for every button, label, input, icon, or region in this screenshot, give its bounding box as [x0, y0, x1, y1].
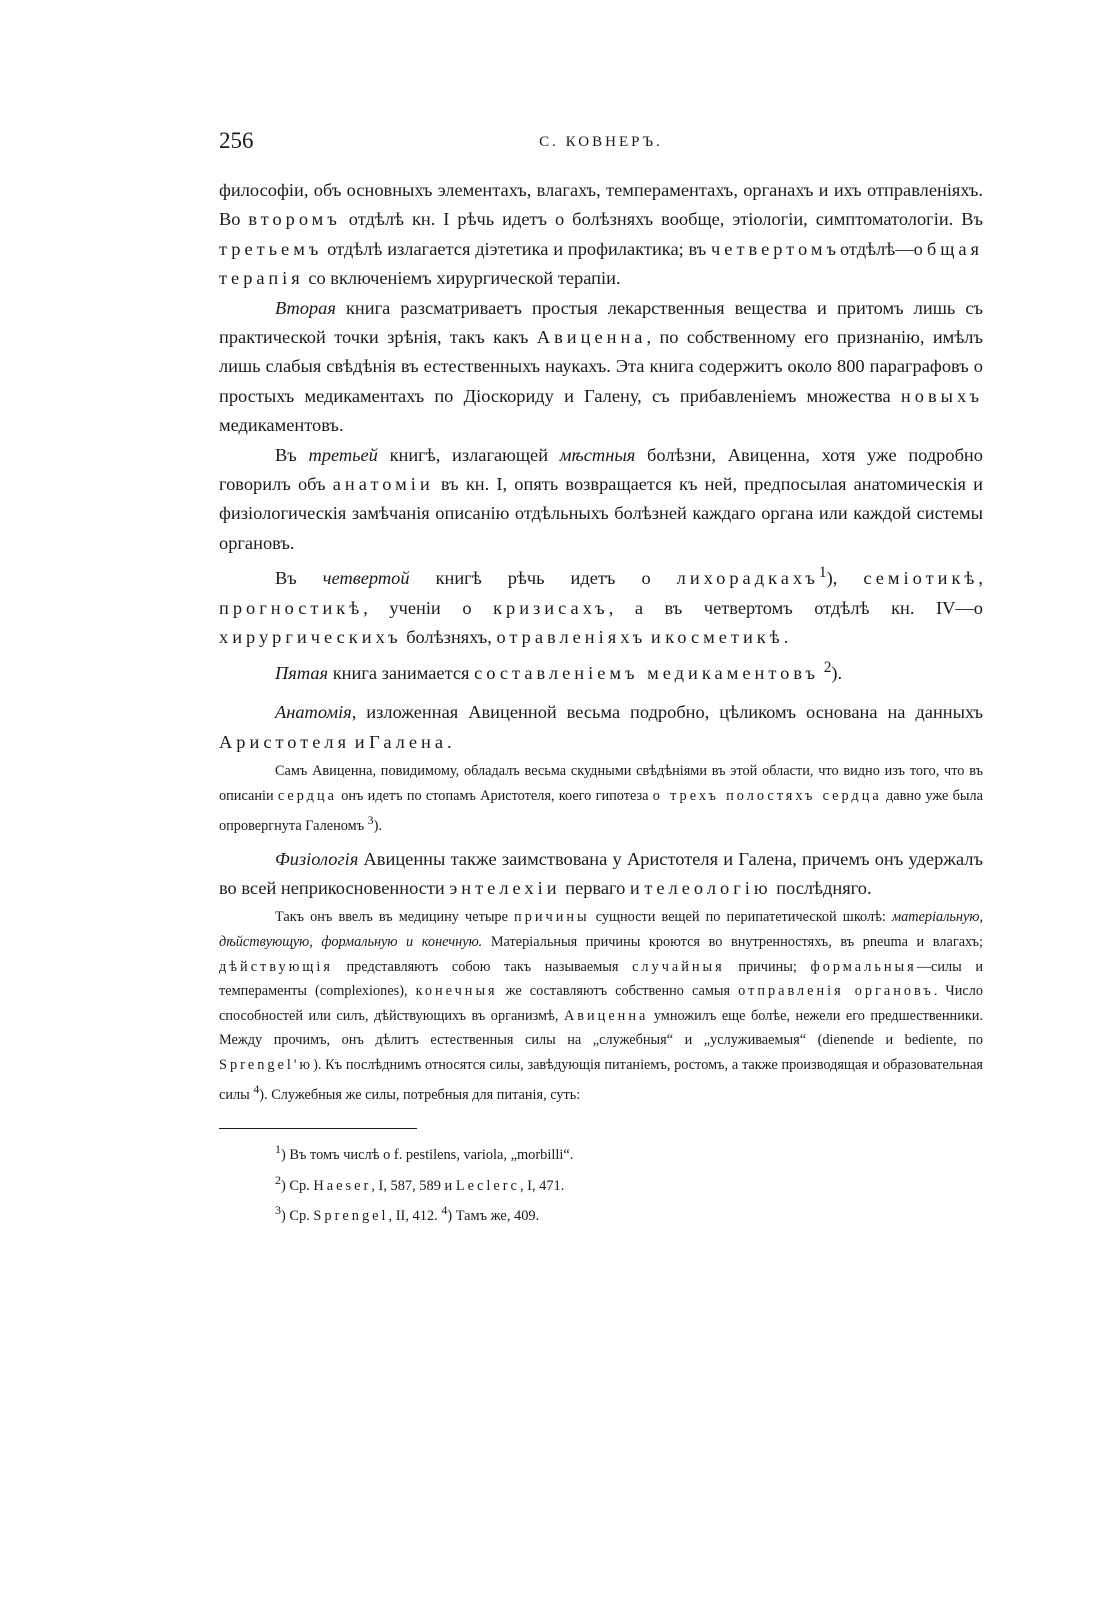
paragraph: Въ третьей книгѣ, излагающей мѣстныя болѣзни, Авиценна, хотя уже подробно говорилъ объ анатоміи въ кн. I, опять возвращается къ ней, предпосылая анатомическія и физіологическія замѣчанія описанію отдѣльныхъ болѣзней каждаго органа или каждой системы органовъ.	[219, 444, 983, 553]
footnote-divider	[219, 1128, 417, 1129]
footnote-ref: 4	[253, 1082, 260, 1097]
paragraph: Самъ Авиценна, повидимому, обладалъ весьма скудными свѣдѣніями въ этой области, что видно изъ того, что въ описаніи сердца онъ идетъ по стопамъ Аристотеля, коего гипотеза о трехъ полостяхъ сердца давно уже была опровергнута Галеномъ $^3$).	[219, 762, 984, 834]
footnote: $^1$) Въ томъ числѣ o f. pestilens, variola, „morbilli“.	[275, 1141, 574, 1163]
paragraph: Такъ онъ ввелъ въ медицину четыре причины сущности вещей по перипатетической школѣ: матеріальную, дѣйствующую, формальную и конечную. Матеріальныя причины кроются во внутренностяхъ, въ pneuma и влагахъ; дѣйствующія представляютъ собою такъ называемыя случайныя причины; формальныя—силы и темпераменты (complexiones), конечныя же составляютъ собственно самыя отправленія органовъ. Число способностей или силъ, дѣйствующихъ въ организмѣ, Авиценна умножилъ еще болѣе, нежели его предшественники. Между прочимъ, онъ дѣлитъ естественныя силы на „служебныя“ и „услуживаемыя“ (dienende и bediente, по Sprengel'ю). Къ послѣднимъ относятся силы, завѣдующія питаніемъ, ростомъ, а также производящая и образовательная силы $^4$). Служебныя же силы, потребныя для питанія, суть:	[219, 909, 984, 1104]
main-text	[219, 176, 983, 757]
paragraph: Въ четвертой книгѣ рѣчь идетъ о лихорадкахъ$^1$), семіотикѣ, прогностикѣ, ученіи о кризисахъ, а въ четвертомъ отдѣлѣ кн. IV—о хирургическихъ болѣзняхъ, отравленіяхъ и косметикѣ.	[219, 564, 983, 648]
footnote: $^2$) Ср. Haeser, I, 587, 589 и Leclerc, I, 471.	[275, 1172, 565, 1194]
main-text	[219, 845, 983, 904]
small-print-note	[219, 759, 983, 839]
paragraph: Вторая книга разсматриваетъ простыя лекарственныя вещества и притомъ лишь съ практической точки зрѣнія, такъ какъ Авиценна, по собственному его признанію, имѣлъ лишь слабыя свѣдѣнія въ естественныхъ наукахъ. Эта книга содержитъ около 800 параграфовъ о простыхъ медикаментахъ по Діоскориду и Галену, съ прибавленіемъ множества новыхъ медикаментовъ.	[219, 297, 983, 436]
footnote: $^3$) Ср. Sprengel, II, 412. $^4$) Тамъ же, 409.	[275, 1203, 540, 1225]
small-print-note	[219, 905, 983, 1108]
paragraph: Пятая книга занимается составленіемъ медикаментовъ $^2$).	[275, 658, 843, 683]
paragraph: Физіологія Авиценны также заимствована у Аристотеля и Галена, причемъ онъ удержалъ во всей неприкосновенности энтелехіи перваго и телеологію послѣдняго.	[219, 848, 983, 898]
paragraph: Анатомія, изложенная Авиценной весьма подробно, цѣликомъ основана на данныхъ Аристотеля и Галена.	[219, 702, 983, 752]
footnote-ref: 1	[818, 564, 827, 582]
paragraph: философіи, объ основныхъ элементахъ, влагахъ, темпераментахъ, органахъ и ихъ отправленіяхъ. Во второмъ отдѣлѣ кн. I рѣчь идетъ о болѣзняхъ вообще, этіологіи, симптоматологіи. Въ третьемъ отдѣлѣ излагается діэтетика и профилактика; въ четвертомъотдѣлѣ—общая терапія со включеніемъ хирургической терапіи.	[219, 180, 983, 289]
document-page	[219, 128, 983, 1229]
page-header	[219, 128, 983, 162]
page-number: 256	[219, 128, 254, 153]
footnotes	[275, 1137, 983, 1229]
footnote-ref: 3	[367, 813, 374, 828]
footnote-ref: 2	[823, 658, 832, 676]
running-head: С. КОВНЕРЪ.	[539, 134, 663, 150]
